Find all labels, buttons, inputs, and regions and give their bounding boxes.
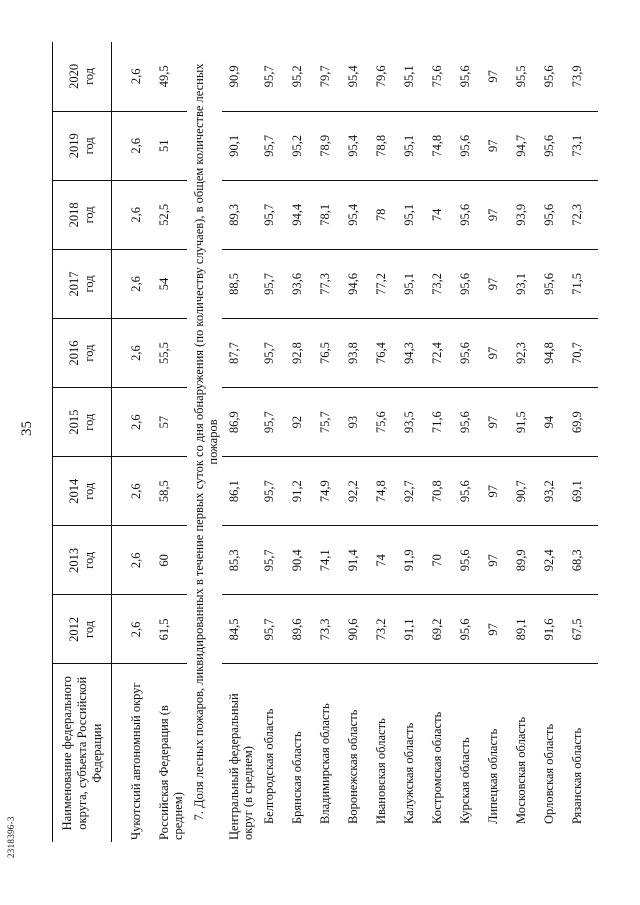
value-cell: 95,7 bbox=[257, 180, 285, 249]
value-cell: 74,8 bbox=[369, 457, 397, 526]
value-cell: 2,6 bbox=[124, 249, 152, 318]
value-cell: 93,9 bbox=[509, 180, 537, 249]
value-cell: 72,4 bbox=[425, 319, 453, 388]
value-cell: 97 bbox=[481, 595, 509, 664]
value-cell: 91,2 bbox=[285, 457, 313, 526]
header-year-2015 bbox=[53, 388, 112, 457]
region-name-cell: Курская область bbox=[458, 737, 472, 824]
value-cell: 69,2 bbox=[425, 595, 453, 664]
value-cell: 70 bbox=[425, 526, 453, 595]
region-name-cell: Чукотский автономный округ bbox=[129, 682, 143, 840]
header-year-unit: год bbox=[82, 344, 96, 362]
value-cell: 95,6 bbox=[453, 111, 481, 180]
region-name-cell: Липецкая область bbox=[486, 728, 500, 824]
value-cell: 76,4 bbox=[369, 319, 397, 388]
region-name-cell: Рязанская область bbox=[570, 727, 584, 824]
header-year-2016 bbox=[53, 319, 112, 388]
value-cell: 2,6 bbox=[124, 42, 152, 111]
region-name-cell: Центральный федеральный округ (в среднем) bbox=[227, 693, 255, 840]
value-cell: 95,1 bbox=[397, 249, 425, 318]
region-name-cell: Брянская область bbox=[290, 731, 304, 824]
document-code: 2318396-3 bbox=[6, 816, 16, 858]
value-cell: 86,1 bbox=[222, 457, 257, 526]
value-cell: 95,2 bbox=[285, 111, 313, 180]
value-cell: 95,6 bbox=[453, 42, 481, 111]
value-cell: 2,6 bbox=[124, 457, 152, 526]
value-cell: 95,7 bbox=[257, 111, 285, 180]
header-year-value: 2013 bbox=[67, 547, 81, 573]
value-cell: 95,7 bbox=[257, 526, 285, 595]
value-cell: 90,7 bbox=[509, 457, 537, 526]
header-year-2013 bbox=[53, 526, 112, 595]
header-year-value: 2020 bbox=[67, 63, 81, 89]
value-cell: 95,5 bbox=[509, 42, 537, 111]
region-name-cell: Ивановская область bbox=[374, 718, 388, 824]
value-cell: 95,6 bbox=[537, 249, 565, 318]
table-body bbox=[112, 42, 599, 842]
value-cell: 89,9 bbox=[509, 526, 537, 595]
header-year-value: 2018 bbox=[67, 202, 81, 228]
value-cell: 72,3 bbox=[565, 180, 598, 249]
value-cell: 90,4 bbox=[285, 526, 313, 595]
value-cell: 77,2 bbox=[369, 249, 397, 318]
header-year-value: 2019 bbox=[67, 133, 81, 159]
header-year-2017 bbox=[53, 249, 112, 318]
value-cell: 2,6 bbox=[124, 526, 152, 595]
value-cell: 97 bbox=[481, 42, 509, 111]
header-year-value: 2015 bbox=[67, 409, 81, 435]
header-year-unit: год bbox=[82, 67, 96, 85]
header-year-value: 2014 bbox=[67, 478, 81, 504]
value-cell: 89,3 bbox=[222, 180, 257, 249]
value-cell: 77,3 bbox=[313, 249, 341, 318]
value-cell: 94,3 bbox=[397, 319, 425, 388]
value-cell: 2,6 bbox=[124, 180, 152, 249]
page-number: 35 bbox=[19, 421, 35, 436]
value-cell: 74 bbox=[369, 526, 397, 595]
value-cell: 93 bbox=[341, 388, 369, 457]
value-cell: 88,5 bbox=[222, 249, 257, 318]
header-row bbox=[53, 42, 112, 842]
value-cell: 95,6 bbox=[537, 180, 565, 249]
value-cell: 93,6 bbox=[285, 249, 313, 318]
value-cell: 91,9 bbox=[397, 526, 425, 595]
table-row bbox=[481, 42, 509, 842]
value-cell: 78,1 bbox=[313, 180, 341, 249]
value-cell: 74 bbox=[425, 180, 453, 249]
value-cell: 95,6 bbox=[453, 595, 481, 664]
value-cell: 95,1 bbox=[397, 111, 425, 180]
value-cell: 92,4 bbox=[537, 526, 565, 595]
value-cell: 70,8 bbox=[425, 457, 453, 526]
value-cell: 60 bbox=[152, 526, 187, 595]
table-row bbox=[285, 42, 313, 842]
header-year-2012 bbox=[53, 595, 112, 664]
header-year-2019 bbox=[53, 111, 112, 180]
value-cell: 73,2 bbox=[425, 249, 453, 318]
value-cell: 94,4 bbox=[285, 180, 313, 249]
table-row bbox=[537, 42, 565, 842]
value-cell: 92,3 bbox=[509, 319, 537, 388]
value-cell: 2,6 bbox=[124, 319, 152, 388]
value-cell: 95,6 bbox=[453, 180, 481, 249]
region-name-cell: Белгородская область bbox=[262, 708, 276, 824]
value-cell: 95,6 bbox=[453, 319, 481, 388]
value-cell: 57 bbox=[152, 388, 187, 457]
value-cell: 95,6 bbox=[537, 111, 565, 180]
value-cell: 73,3 bbox=[313, 595, 341, 664]
table-row bbox=[222, 42, 257, 842]
header-year-unit: год bbox=[82, 551, 96, 569]
table-row bbox=[565, 42, 598, 842]
value-cell: 97 bbox=[481, 180, 509, 249]
value-cell: 87,7 bbox=[222, 319, 257, 388]
header-year-2020 bbox=[53, 42, 112, 111]
value-cell: 49,5 bbox=[152, 42, 187, 111]
header-year-value: 2012 bbox=[67, 616, 81, 642]
value-cell: 55,5 bbox=[152, 319, 187, 388]
value-cell: 2,6 bbox=[124, 388, 152, 457]
value-cell: 95,4 bbox=[341, 42, 369, 111]
value-cell: 78,8 bbox=[369, 111, 397, 180]
value-cell: 68,3 bbox=[565, 526, 598, 595]
value-cell: 91,6 bbox=[537, 595, 565, 664]
value-cell: 74,8 bbox=[425, 111, 453, 180]
section-title: 7. Доля лесных пожаров, ликвидированных в течение первых суток со дня обнаружения (по количеству случаев), в общем количестве лесных пожаров bbox=[192, 63, 220, 821]
value-cell: 73,1 bbox=[565, 111, 598, 180]
value-cell: 92 bbox=[285, 388, 313, 457]
value-cell: 95,6 bbox=[453, 249, 481, 318]
table-row bbox=[425, 42, 453, 842]
indicator-table bbox=[52, 42, 598, 842]
value-cell: 70,7 bbox=[565, 319, 598, 388]
table-row bbox=[152, 42, 187, 842]
table-row bbox=[313, 42, 341, 842]
value-cell: 69,9 bbox=[565, 388, 598, 457]
value-cell: 95,6 bbox=[537, 42, 565, 111]
value-cell: 95,6 bbox=[453, 388, 481, 457]
table-row bbox=[509, 42, 537, 842]
value-cell: 97 bbox=[481, 111, 509, 180]
value-cell: 97 bbox=[481, 319, 509, 388]
region-name-cell: Воронежская область bbox=[346, 709, 360, 824]
value-cell: 95,6 bbox=[453, 526, 481, 595]
region-name-cell: Российская Федерация (в среднем) bbox=[157, 705, 185, 840]
spacer-row bbox=[112, 42, 125, 842]
value-cell: 78 bbox=[369, 180, 397, 249]
value-cell: 91,4 bbox=[341, 526, 369, 595]
value-cell: 79,6 bbox=[369, 42, 397, 111]
value-cell: 73,2 bbox=[369, 595, 397, 664]
header-year-unit: год bbox=[82, 206, 96, 224]
header-year-unit: год bbox=[82, 137, 96, 155]
value-cell: 92,7 bbox=[397, 457, 425, 526]
value-cell: 79,7 bbox=[313, 42, 341, 111]
value-cell: 95,1 bbox=[397, 180, 425, 249]
region-name-cell: Костромская область bbox=[430, 711, 444, 824]
value-cell: 95,4 bbox=[341, 180, 369, 249]
value-cell: 94,8 bbox=[537, 319, 565, 388]
value-cell: 95,7 bbox=[257, 457, 285, 526]
header-year-unit: год bbox=[82, 413, 96, 431]
value-cell: 2,6 bbox=[124, 111, 152, 180]
value-cell: 94,6 bbox=[341, 249, 369, 318]
value-cell: 94 bbox=[537, 388, 565, 457]
table-row bbox=[124, 42, 152, 842]
value-cell: 91,1 bbox=[397, 595, 425, 664]
value-cell: 75,6 bbox=[425, 42, 453, 111]
region-name-cell: Орловская область bbox=[542, 723, 556, 824]
value-cell: 93,8 bbox=[341, 319, 369, 388]
value-cell: 74,9 bbox=[313, 457, 341, 526]
value-cell: 97 bbox=[481, 457, 509, 526]
value-cell: 78,9 bbox=[313, 111, 341, 180]
region-name-cell: Московская область bbox=[514, 716, 528, 824]
header-region-name: Наименование федерального округа, субъекта Российской Федерации bbox=[53, 664, 112, 842]
value-cell: 95,7 bbox=[257, 595, 285, 664]
value-cell: 67,5 bbox=[565, 595, 598, 664]
table-row bbox=[397, 42, 425, 842]
section-title-row bbox=[187, 42, 222, 842]
rotated-table-container bbox=[52, 42, 597, 842]
value-cell: 97 bbox=[481, 526, 509, 595]
header-year-2014 bbox=[53, 457, 112, 526]
region-name-cell: Владимирская область bbox=[318, 703, 332, 824]
header-year-value: 2017 bbox=[67, 271, 81, 297]
value-cell: 85,3 bbox=[222, 526, 257, 595]
value-cell: 86,9 bbox=[222, 388, 257, 457]
value-cell: 93,1 bbox=[509, 249, 537, 318]
value-cell: 71,6 bbox=[425, 388, 453, 457]
value-cell: 52,5 bbox=[152, 180, 187, 249]
value-cell: 94,7 bbox=[509, 111, 537, 180]
table-header bbox=[53, 42, 112, 842]
header-year-value: 2016 bbox=[67, 340, 81, 366]
value-cell: 97 bbox=[481, 388, 509, 457]
value-cell: 92,2 bbox=[341, 457, 369, 526]
value-cell: 76,5 bbox=[313, 319, 341, 388]
region-name-cell: Калужская область bbox=[402, 722, 416, 824]
value-cell: 61,5 bbox=[152, 595, 187, 664]
value-cell: 95,6 bbox=[453, 457, 481, 526]
value-cell: 73,9 bbox=[565, 42, 598, 111]
value-cell: 75,6 bbox=[369, 388, 397, 457]
value-cell: 95,7 bbox=[257, 249, 285, 318]
header-year-unit: год bbox=[82, 275, 96, 293]
value-cell: 95,7 bbox=[257, 319, 285, 388]
header-year-unit: год bbox=[82, 482, 96, 500]
table-row bbox=[341, 42, 369, 842]
value-cell: 75,7 bbox=[313, 388, 341, 457]
value-cell: 97 bbox=[481, 249, 509, 318]
value-cell: 93,2 bbox=[537, 457, 565, 526]
value-cell: 90,6 bbox=[341, 595, 369, 664]
value-cell: 91,5 bbox=[509, 388, 537, 457]
header-year-unit: год bbox=[82, 620, 96, 638]
table-row bbox=[369, 42, 397, 842]
value-cell: 71,5 bbox=[565, 249, 598, 318]
header-year-2018 bbox=[53, 180, 112, 249]
value-cell: 89,6 bbox=[285, 595, 313, 664]
value-cell: 95,7 bbox=[257, 42, 285, 111]
value-cell: 90,1 bbox=[222, 111, 257, 180]
value-cell: 2,6 bbox=[124, 595, 152, 664]
value-cell: 95,2 bbox=[285, 42, 313, 111]
table-row bbox=[257, 42, 285, 842]
value-cell: 74,1 bbox=[313, 526, 341, 595]
value-cell: 92,8 bbox=[285, 319, 313, 388]
value-cell: 93,5 bbox=[397, 388, 425, 457]
value-cell: 95,7 bbox=[257, 388, 285, 457]
value-cell: 51 bbox=[152, 111, 187, 180]
value-cell: 54 bbox=[152, 249, 187, 318]
value-cell: 84,5 bbox=[222, 595, 257, 664]
table-row bbox=[453, 42, 481, 842]
value-cell: 95,1 bbox=[397, 42, 425, 111]
value-cell: 95,4 bbox=[341, 111, 369, 180]
value-cell: 69,1 bbox=[565, 457, 598, 526]
value-cell: 89,1 bbox=[509, 595, 537, 664]
value-cell: 58,5 bbox=[152, 457, 187, 526]
value-cell: 90,9 bbox=[222, 42, 257, 111]
